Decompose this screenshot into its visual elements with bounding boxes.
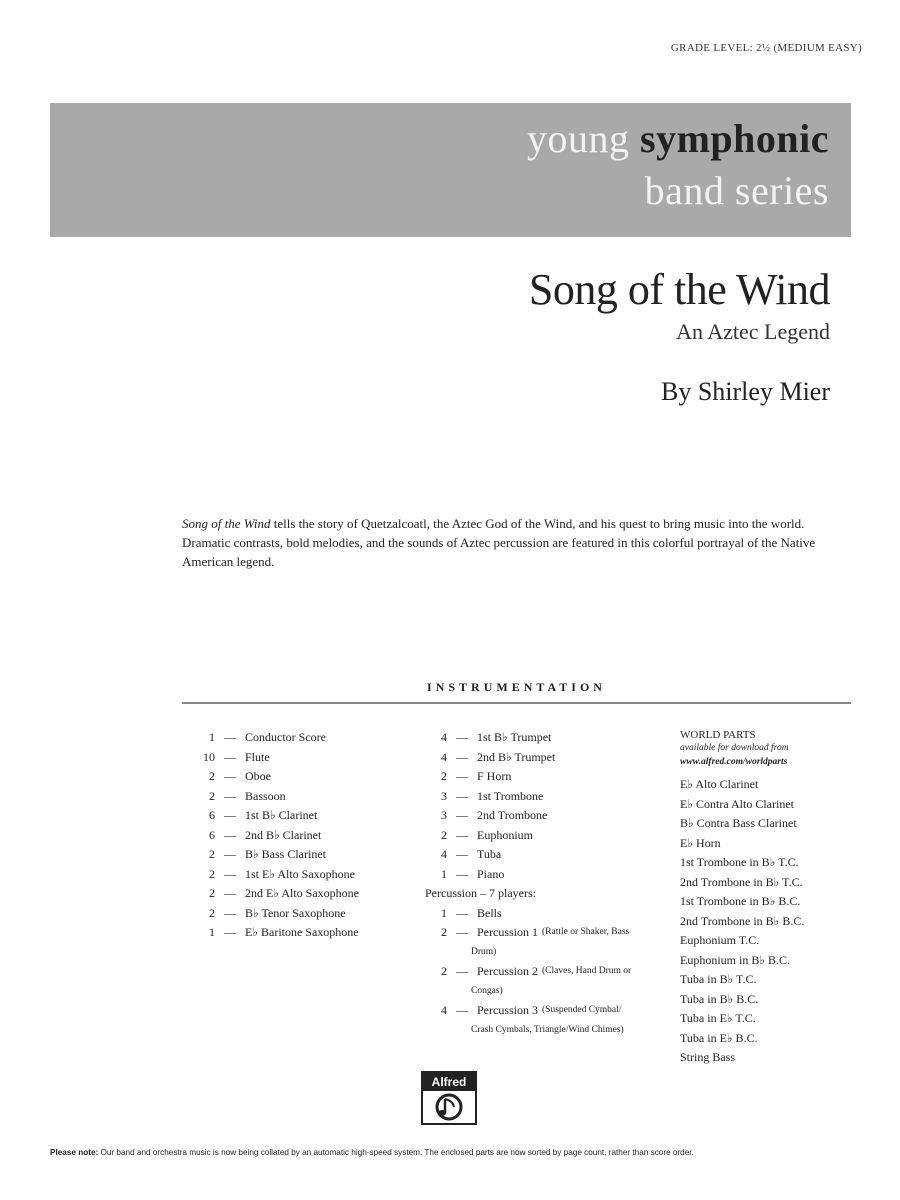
instrument-name: 1st Trombone bbox=[477, 788, 544, 803]
separator-dash: — bbox=[456, 749, 468, 764]
separator-dash: — bbox=[456, 925, 468, 939]
instrument-row bbox=[193, 923, 413, 943]
instrument-qty: 2 bbox=[209, 905, 215, 920]
instrument-name: B♭ Bass Clarinet bbox=[245, 847, 326, 861]
instrument-row bbox=[425, 748, 665, 768]
separator-dash: — bbox=[456, 866, 468, 881]
instrument-name: Bassoon bbox=[245, 788, 286, 803]
separator-dash: — bbox=[224, 749, 236, 764]
instrument-name: Euphonium bbox=[477, 827, 533, 842]
instrument-qty: 2 bbox=[441, 827, 447, 842]
instrument-row bbox=[425, 904, 665, 924]
instrument-row bbox=[425, 962, 665, 982]
instrument-row bbox=[193, 826, 413, 846]
world-part-item: 2nd Trombone in B♭ B.C. bbox=[680, 913, 805, 928]
separator-dash: — bbox=[224, 866, 236, 881]
instrument-name: Flute bbox=[245, 749, 270, 764]
instrument-qty: 4 bbox=[441, 847, 447, 861]
instrument-name: 1st B♭ Trumpet bbox=[477, 730, 552, 744]
instrument-name: 1st E♭ Alto Saxophone bbox=[245, 866, 355, 881]
piece-subtitle: An Aztec Legend bbox=[676, 319, 830, 344]
world-part-item: Tuba in E♭ B.C. bbox=[680, 1030, 758, 1045]
percussion-detail: (Claves, Hand Drum or bbox=[542, 966, 632, 976]
world-part-item: Tuba in B♭ B.C. bbox=[680, 991, 759, 1006]
instrument-row bbox=[193, 748, 413, 768]
instrument-name: 2nd Trombone bbox=[477, 808, 548, 822]
world-parts-availability: available for download from bbox=[680, 743, 789, 753]
instrument-qty: 4 bbox=[441, 730, 447, 744]
world-part-item: E♭ Alto Clarinet bbox=[680, 777, 759, 791]
world-parts bbox=[680, 728, 870, 1068]
instrument-qty: 4 bbox=[441, 749, 447, 764]
instrument-qty: 1 bbox=[209, 730, 215, 744]
instrument-name: F Horn bbox=[477, 769, 512, 783]
separator-dash: — bbox=[224, 886, 236, 900]
separator-dash: — bbox=[224, 827, 236, 842]
instrument-row bbox=[425, 845, 665, 865]
separator-dash: — bbox=[224, 925, 236, 939]
instrument-row bbox=[425, 806, 665, 826]
percussion-detail-cont: Crash Cymbals, Triangle/Wind Chimes) bbox=[471, 1024, 624, 1035]
instrument-qty: 3 bbox=[441, 788, 447, 803]
piece-title: Song of the Wind bbox=[528, 265, 830, 314]
instrument-name: Percussion 1 bbox=[477, 925, 538, 939]
instrument-qty: 2 bbox=[209, 847, 215, 861]
world-part-item: E♭ Contra Alto Clarinet bbox=[680, 796, 794, 811]
world-parts-url[interactable]: www.alfred.com/worldparts bbox=[680, 757, 788, 767]
instrument-qty: 2 bbox=[441, 769, 447, 783]
series-banner bbox=[50, 103, 851, 237]
separator-dash: — bbox=[224, 808, 236, 822]
instrument-qty: 2 bbox=[209, 788, 215, 803]
world-part-item: 2nd Trombone in B♭ T.C. bbox=[680, 874, 803, 889]
separator-dash: — bbox=[456, 964, 468, 978]
instrument-name: Tuba bbox=[477, 847, 502, 861]
separator-dash: — bbox=[224, 905, 236, 920]
instrument-row bbox=[193, 865, 413, 885]
instrument-name: 2nd B♭ Trumpet bbox=[477, 749, 556, 764]
instrumentation-heading: INSTRUMENTATION bbox=[427, 680, 606, 694]
world-parts-heading: WORLD PARTS bbox=[680, 729, 756, 741]
instrument-row bbox=[425, 787, 665, 807]
instrument-qty: 3 bbox=[441, 808, 447, 822]
separator-dash: — bbox=[456, 905, 468, 920]
instrument-name: Conductor Score bbox=[245, 730, 326, 744]
instrument-qty: 6 bbox=[209, 808, 215, 822]
separator-dash: — bbox=[456, 827, 468, 842]
world-part-item: Tuba in B♭ T.C. bbox=[680, 972, 757, 986]
instrument-row bbox=[425, 923, 665, 943]
instrument-row bbox=[425, 767, 665, 787]
alfred-note-icon bbox=[423, 1091, 475, 1123]
instrument-column-1 bbox=[193, 728, 413, 943]
instrument-row bbox=[193, 806, 413, 826]
footer-note bbox=[50, 1148, 860, 1157]
instrument-name: 1st B♭ Clarinet bbox=[245, 808, 318, 822]
world-part-item: 1st Trombone in B♭ B.C. bbox=[680, 894, 801, 908]
instrument-name: 2nd E♭ Alto Saxophone bbox=[245, 886, 359, 900]
instrument-qty: 2 bbox=[441, 964, 447, 978]
instrument-name: 2nd B♭ Clarinet bbox=[245, 827, 322, 842]
instrument-qty: 2 bbox=[441, 925, 447, 939]
description bbox=[182, 514, 842, 571]
instrument-name: Piano bbox=[477, 866, 505, 881]
instrument-row bbox=[425, 865, 665, 885]
percussion-heading: Percussion – 7 players: bbox=[425, 886, 536, 900]
instrument-name: E♭ Baritone Saxophone bbox=[245, 925, 359, 939]
world-part-item: E♭ Horn bbox=[680, 835, 721, 850]
separator-dash: — bbox=[456, 808, 468, 822]
instrument-qty: 1 bbox=[209, 925, 215, 939]
instrument-qty: 4 bbox=[441, 1003, 447, 1017]
description-text: tells the story of Quetzalcoatl, the Aztec God of the Wind, and his quest to bring music into the world. Dramatic contrasts, bold melodies, and the sounds of Aztec percussion are featured in this colorful portrayal of the Native American legend. bbox=[182, 516, 816, 569]
separator-dash: — bbox=[224, 769, 236, 783]
separator-dash: — bbox=[456, 769, 468, 783]
alfred-logo-text: Alfred bbox=[423, 1073, 475, 1091]
percussion-detail-cont: Drum) bbox=[471, 946, 497, 957]
instrument-row bbox=[193, 767, 413, 787]
world-part-item: 1st Trombone in B♭ T.C. bbox=[680, 855, 799, 869]
separator-dash: — bbox=[456, 730, 468, 744]
instrument-name: Percussion 3 bbox=[477, 1003, 538, 1017]
world-part-item: Tuba in E♭ T.C. bbox=[680, 1011, 756, 1025]
world-part-item: Euphonium T.C. bbox=[680, 933, 760, 947]
banner-word-young: young bbox=[527, 116, 630, 161]
instrument-qty: 2 bbox=[209, 886, 215, 900]
percussion-detail-cont: Congas) bbox=[471, 985, 503, 996]
instrument-row bbox=[193, 845, 413, 865]
alfred-logo bbox=[421, 1071, 477, 1125]
description-title: Song of the Wind bbox=[182, 516, 271, 531]
instrument-row bbox=[193, 904, 413, 924]
percussion-detail: (Rattle or Shaker, Bass bbox=[542, 927, 630, 937]
separator-dash: — bbox=[456, 788, 468, 803]
banner-line-1 bbox=[527, 115, 829, 162]
instrument-row bbox=[193, 787, 413, 807]
world-part-item: B♭ Contra Bass Clarinet bbox=[680, 816, 797, 830]
instrument-qty: 10 bbox=[203, 749, 215, 764]
separator-dash: — bbox=[456, 847, 468, 861]
separator-dash: — bbox=[224, 788, 236, 803]
instrument-row bbox=[193, 884, 413, 904]
instrument-qty: 2 bbox=[209, 866, 215, 881]
instrument-name: B♭ Tenor Saxophone bbox=[245, 905, 346, 920]
world-part-item: Euphonium in B♭ B.C. bbox=[680, 952, 791, 967]
instrument-qty: 6 bbox=[209, 827, 215, 842]
separator-dash: — bbox=[224, 730, 236, 744]
world-part-item: String Bass bbox=[680, 1050, 736, 1064]
footer-note-text: Our band and orchestra music is now being collated by an automatic high-speed system. The enclosed parts are now sorted by page count, rather than score order. bbox=[98, 1148, 694, 1157]
footer-note-label: Please note: bbox=[50, 1148, 99, 1157]
instrument-name: Percussion 2 bbox=[477, 964, 538, 978]
banner-word-symphonic: symphonic bbox=[640, 116, 829, 161]
instrument-qty: 2 bbox=[209, 769, 215, 783]
instrument-name: Bells bbox=[477, 905, 502, 920]
percussion-detail: (Suspended Cymbal/ bbox=[542, 1005, 622, 1015]
instrumentation-rule bbox=[182, 702, 851, 704]
instrument-row bbox=[193, 728, 413, 748]
separator-dash: — bbox=[456, 1003, 468, 1017]
instrument-column-2 bbox=[425, 728, 665, 1040]
instrument-qty: 1 bbox=[441, 905, 447, 920]
grade-level: GRADE LEVEL: 2½ (MEDIUM EASY) bbox=[670, 42, 862, 54]
instrument-qty: 1 bbox=[441, 866, 447, 881]
instrument-row bbox=[425, 728, 665, 748]
banner-line-2: band series bbox=[644, 168, 829, 213]
instrument-row bbox=[425, 826, 665, 846]
separator-dash: — bbox=[224, 847, 236, 861]
instrument-name: Oboe bbox=[245, 769, 271, 783]
instrument-row bbox=[425, 1001, 665, 1021]
composer: By Shirley Mier bbox=[661, 377, 830, 406]
